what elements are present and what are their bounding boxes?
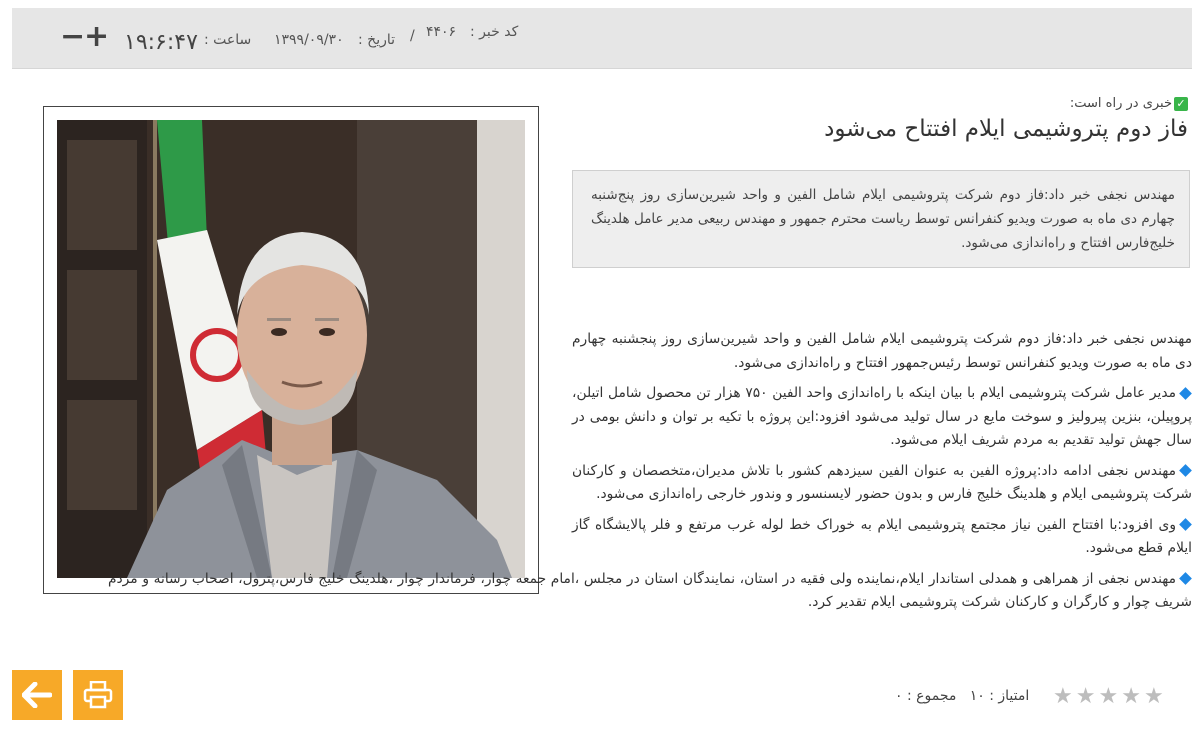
printer-icon: [83, 681, 113, 709]
star-rating: [1053, 686, 1164, 708]
star-icon[interactable]: ★: [1143, 684, 1164, 709]
paragraph-text: مهندس نجفی از همراهی و همدلی استاندار ایلام،نماینده ولی فقیه در استان، نمایندگان استان در مجلس ،امام جمعه چوار، فرماندار چوار ،هلدینگ خلیج فارس،پترول، اصحاب رسانه و مردم شریف چوار و کارگران و کارکنان شرکت پتروشیمی ایلام تقدیر کرد.: [108, 570, 1192, 610]
back-button[interactable]: [12, 670, 62, 720]
kicker-text: خبری در راه است:: [1069, 96, 1172, 111]
star-icon[interactable]: ★: [1098, 684, 1119, 709]
news-code-label: کد خبر :: [470, 24, 519, 40]
paragraph-text: مدیر عامل شرکت پتروشیمی ایلام با بیان اینکه با راه‌اندازی واحد الفین ۷۵۰ هزار تن محصول شامل اتیلن، پروپیلن، بنزین پیرولیز و سوخت مایع در سال تولید می‌شود افزود:این پروژه با تکیه بر توان و دانش بومی در سال جهش تولید تقدیم به مردم شریف ایلام می‌شود.: [572, 385, 1192, 448]
article-lead: مهندس نجفی خبر داد:فاز دوم شرکت پتروشیمی ایلام شامل الفین و واحد شیرین‌سازی روز پنج‌شنبه چهارم دی ماه به صورت ویدیو کنفرانس توسط ریاست محترم جمهور و مهندس ربیعی مدیر عامل هلدینگ خلیج‌فارس افتتاح و راه‌اندازی می‌شود.: [572, 170, 1190, 268]
star-icon[interactable]: ★: [1075, 684, 1096, 709]
date-label: تاریخ :: [358, 32, 396, 48]
arrow-left-icon: [22, 682, 52, 708]
diamond-bullet-icon: [1179, 572, 1192, 585]
body-paragraph: [108, 568, 1192, 615]
diamond-bullet-icon: [1179, 464, 1192, 477]
total-value: ۰: [895, 688, 903, 704]
article-photo-frame: [43, 106, 539, 594]
body-paragraph: [572, 382, 1192, 453]
article-body: [108, 328, 1192, 622]
diamond-bullet-icon: [1179, 518, 1192, 531]
body-paragraph: [572, 328, 1192, 375]
news-info-bar: [12, 8, 1192, 69]
date-value: ۱۳۹۹/۰۹/۳۰: [274, 32, 344, 48]
star-icon[interactable]: ★: [1053, 684, 1073, 709]
font-decrease-button[interactable]: −: [60, 19, 86, 54]
diamond-bullet-icon: [1179, 387, 1192, 400]
portrait-photo: [57, 120, 525, 578]
rating-value: ۱۰: [969, 688, 985, 704]
font-increase-button[interactable]: +: [84, 19, 110, 54]
meta-separator: /: [410, 28, 415, 44]
checkmark-icon: ✓: [1174, 97, 1188, 111]
kicker: [1070, 96, 1188, 111]
paragraph-text: مهندس نجفی ادامه داد:پروژه الفین به عنوان الفین سیزدهم کشور با تلاش مدیران،متخصصان و کارکنان شرکت پتروشیمی ایلام و هلدینگ خلیج فارس و بدون حضور لایسنسور و وندور خارجی راه‌اندازی می‌شود.: [572, 462, 1192, 502]
star-icon[interactable]: ★: [1121, 684, 1141, 709]
paragraph-text: مهندس نجفی خبر داد:فاز دوم شرکت پتروشیمی ایلام شامل الفین و واحد شیرین‌سازی روز پنجشنبه چهارم دی ماه به صورت ویدیو کنفرانس توسط رئیس‌جمهور افتتاح و راه‌اندازی می‌شود.: [572, 331, 1192, 371]
paragraph-text: وی افزود:با افتتاح الفین نیاز مجتمع پتروشیمی ایلام به خوراک خط لوله غرب مرتفع و فلر پالایشگاه گاز ایلام قطع می‌شود.: [572, 516, 1192, 556]
body-paragraph: [572, 514, 1192, 561]
clock-display: ۱۹:۶:۴۷: [124, 30, 198, 55]
rating-label: امتیاز :: [989, 688, 1030, 704]
news-code-value: ۴۴۰۶: [426, 24, 457, 40]
total-label: مجموع :: [906, 688, 957, 704]
article-headline: فاز دوم پتروشیمی ایلام افتتاح می‌شود: [824, 116, 1188, 142]
body-paragraph: [572, 460, 1192, 507]
rating-summary: [895, 688, 1029, 704]
print-button[interactable]: [73, 670, 123, 720]
time-label: ساعت :: [204, 32, 252, 48]
